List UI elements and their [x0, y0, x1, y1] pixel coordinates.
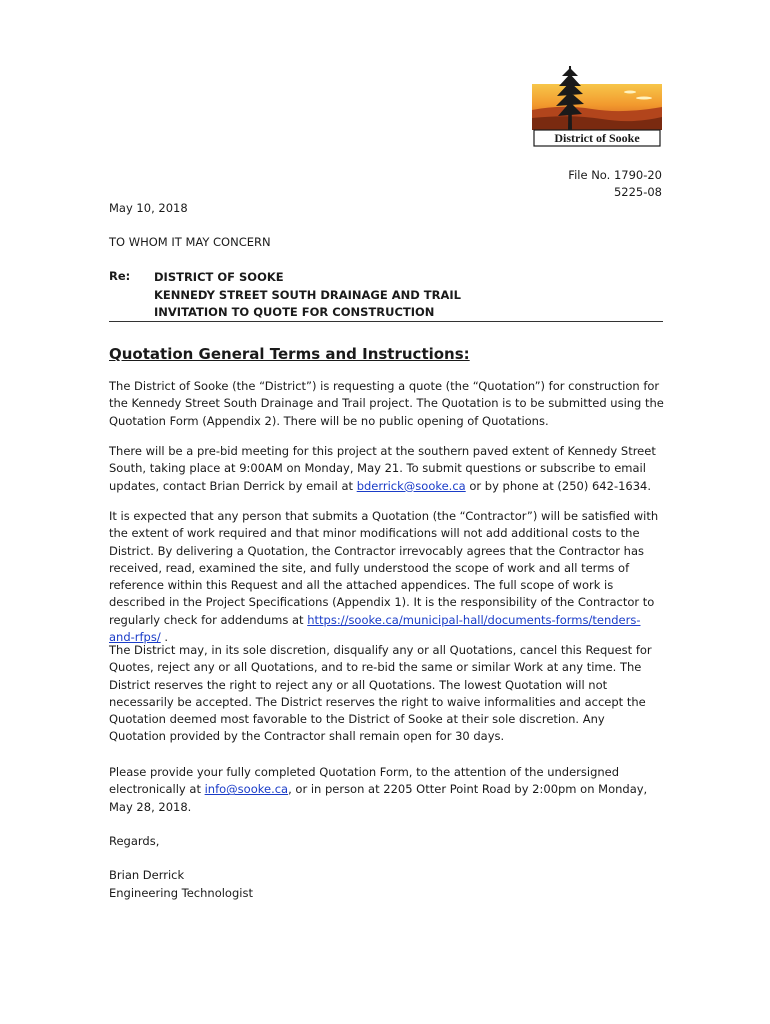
tree-sunset-logo-icon	[532, 62, 662, 148]
logo-text: District of Sooke	[554, 131, 640, 145]
re-line-1: DISTRICT OF SOOKE	[154, 270, 284, 284]
file-number-line1: File No. 1790-20	[568, 168, 662, 182]
signer-name: Brian Derrick	[109, 868, 185, 882]
paragraph-submission	[109, 764, 665, 816]
paragraph-prebid-tail: or by phone at (250) 642-1634.	[465, 478, 652, 493]
paragraph-expectations-tail: .	[160, 630, 169, 645]
paragraph-submission-tail: , or in person at 2205 Otter Point Road by 2:00pm on Monday, May 28, 2018.	[109, 782, 648, 814]
subject-divider	[109, 321, 663, 322]
info-email-link[interactable]: info@sooke.ca	[204, 782, 289, 797]
paragraph-prebid	[109, 443, 665, 495]
paragraph-submission-text: Please provide your fully completed Quotation Form, to the attention of the undersigned electronically at	[109, 765, 620, 797]
re-subject	[154, 269, 461, 322]
closing: Regards,	[109, 834, 160, 848]
file-number-line2: 5225-08	[613, 185, 662, 199]
signer-title: Engineering Technologist	[109, 885, 253, 900]
paragraph-discretion: The District may, in its sole discretion, disqualify any or all Quotations, cancel this Request for Quotes, reject any or all Quotations, and to re-bid the same or similar Work at any time. The District reserves the right to reject any or all Quotations. The lowest Quotation will not necessarily be accepted. The District reserves the right to waive informalities and accept the Quotation deemed most favorable to the District of Sooke at their sole discretion. Any Quotation provided by the Contractor shall remain open for 30 days.	[109, 643, 652, 744]
paragraph-prebid-text: There will be a pre-bid meeting for this project at the southern paved extent of Kennedy Street South, taking place at 9:00AM on Monday, May 21. To submit questions or subscribe to email updates, contact Brian Derrick by email at	[109, 444, 656, 493]
paragraph-expectations	[109, 508, 665, 646]
district-logo	[532, 62, 662, 148]
signature-block	[109, 867, 253, 902]
section-heading: Quotation General Terms and Instructions:	[109, 345, 470, 363]
file-number	[568, 167, 662, 201]
paragraph-request: The District of Sooke (the “District”) is requesting a quote (the “Quotation”) for construction for the Kennedy Street South Drainage and Trail project. The Quotation is to be submitted using the Quotation Form (Appendix 2). There will be no public opening of Quotations.	[109, 379, 664, 428]
re-line-2: KENNEDY STREET SOUTH DRAINAGE AND TRAIL	[154, 287, 462, 302]
tenders-link[interactable]: https://sooke.ca/municipal-hall/documents-forms/tenders-and-rfps/	[109, 612, 641, 645]
salutation: TO WHOM IT MAY CONCERN	[109, 235, 271, 249]
paragraph-expectations-text: It is expected that any person that submits a Quotation (the “Contractor”) will be satisfied with the extent of work required and that minor modifications will not add additional costs to the District. By delivering a Quotation, the Contractor irrevocably agrees that the Contractor has received, read, examined the site, and fully understood the scope of work and all terms of reference within this Request and all the attached appendices. The full scope of work is described in the Project Specifications (Appendix 1). It is the responsibility of the Contractor to regularly check for addendums at	[109, 509, 659, 627]
contact-email-link[interactable]: bderrick@sooke.ca	[356, 478, 466, 493]
re-label: Re:	[109, 269, 131, 283]
re-line-3: INVITATION TO QUOTE FOR CONSTRUCTION	[154, 305, 435, 319]
letter-date: May 10, 2018	[109, 201, 188, 215]
